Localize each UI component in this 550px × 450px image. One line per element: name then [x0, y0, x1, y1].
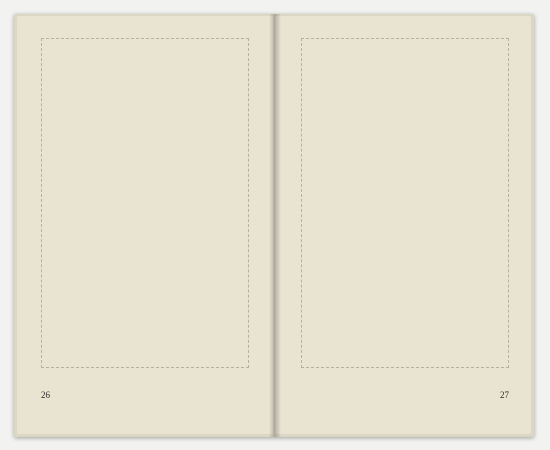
right-page [275, 16, 531, 434]
left-page [17, 16, 273, 434]
open-book [14, 14, 534, 437]
left-page-number: 26 [41, 390, 50, 400]
left-page-text-block [41, 38, 249, 368]
right-page-number: 27 [500, 390, 509, 400]
right-page-text-block [301, 38, 509, 368]
book-gutter [269, 14, 281, 437]
